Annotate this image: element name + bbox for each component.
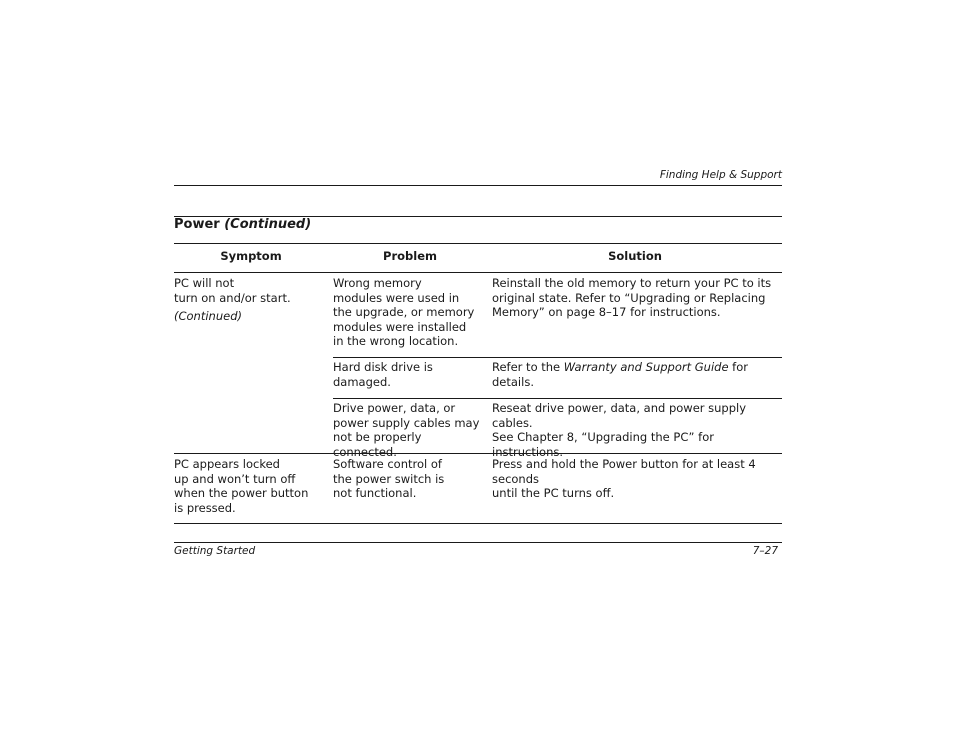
problem-cell bbox=[333, 401, 488, 459]
table-top-rule bbox=[174, 243, 782, 244]
symptom-line: when the power button bbox=[174, 486, 309, 500]
problem-line: the power switch is bbox=[333, 471, 445, 486]
solution-line: Reseat drive power, data, and power supply cables. bbox=[492, 401, 747, 430]
header-bottom-rule bbox=[174, 272, 782, 273]
running-head: Finding Help & Support bbox=[659, 169, 782, 181]
solution-cell bbox=[492, 360, 782, 389]
problem-cell bbox=[333, 276, 488, 349]
solution-line: until the PC turns off. bbox=[492, 486, 615, 500]
problem-line: modules were installed bbox=[333, 319, 467, 334]
problem-line: Wrong memory bbox=[333, 276, 422, 290]
problem-line: not functional. bbox=[333, 486, 417, 500]
solution-line: Memory” on page 8–17 for instructions. bbox=[492, 305, 721, 319]
solution-line: See Chapter 8, “Upgrading the PC” for instructions. bbox=[492, 430, 714, 459]
solution-line: Press and hold the Power button for at least 4 seconds bbox=[492, 457, 756, 486]
column-header-problem: Problem bbox=[383, 249, 437, 263]
problem-line: in the wrong location. bbox=[333, 334, 459, 348]
group-divider bbox=[174, 453, 782, 454]
symptom-continued-note: (Continued) bbox=[174, 309, 242, 323]
problem-line: power supply cables may bbox=[333, 415, 480, 430]
section-title bbox=[174, 218, 311, 233]
table-bottom-rule bbox=[174, 523, 782, 524]
footer-rule bbox=[174, 542, 782, 543]
symptom-line: PC will not bbox=[174, 276, 235, 290]
solution-line bbox=[492, 360, 782, 389]
symptom-cell bbox=[174, 457, 329, 515]
solution-line: original state. Refer to “Upgrading or Replacing bbox=[492, 290, 766, 305]
problem-line: Hard disk drive is bbox=[333, 360, 433, 374]
warranty-guide-title: Warranty and Support Guide bbox=[563, 360, 729, 374]
symptom-line: turn on and/or start. bbox=[174, 290, 291, 305]
symptom-line: is pressed. bbox=[174, 500, 236, 515]
symptom-line: up and won’t turn off bbox=[174, 471, 296, 486]
solution-cell bbox=[492, 401, 782, 459]
symptom-cell bbox=[174, 276, 329, 324]
problem-line: Software control of bbox=[333, 457, 442, 471]
symptom-line: PC appears locked bbox=[174, 457, 280, 471]
solution-cell bbox=[492, 457, 782, 501]
row-divider bbox=[333, 398, 782, 399]
problem-cell bbox=[333, 360, 488, 389]
problem-cell bbox=[333, 457, 488, 501]
problem-line: not be properly connected. bbox=[333, 430, 422, 459]
column-header-symptom: Symptom bbox=[220, 249, 282, 263]
footer-page-number: 7–27 bbox=[752, 545, 778, 557]
solution-line: Reinstall the old memory to return your PC to its bbox=[492, 276, 772, 290]
section-title-continued: (Continued) bbox=[224, 217, 312, 232]
solution-text: Refer to the bbox=[492, 360, 564, 374]
problem-line: modules were used in bbox=[333, 290, 460, 305]
problem-line: Drive power, data, or bbox=[333, 401, 456, 415]
solution-cell bbox=[492, 276, 782, 320]
row-divider bbox=[333, 357, 782, 358]
footer-book-title: Getting Started bbox=[174, 545, 256, 557]
solution-text: for details. bbox=[492, 360, 748, 389]
section-title-text: Power bbox=[174, 217, 220, 232]
column-header-solution: Solution bbox=[608, 249, 662, 263]
problem-line: the upgrade, or memory bbox=[333, 305, 475, 319]
header-rule bbox=[174, 185, 782, 186]
problem-line: damaged. bbox=[333, 374, 391, 389]
